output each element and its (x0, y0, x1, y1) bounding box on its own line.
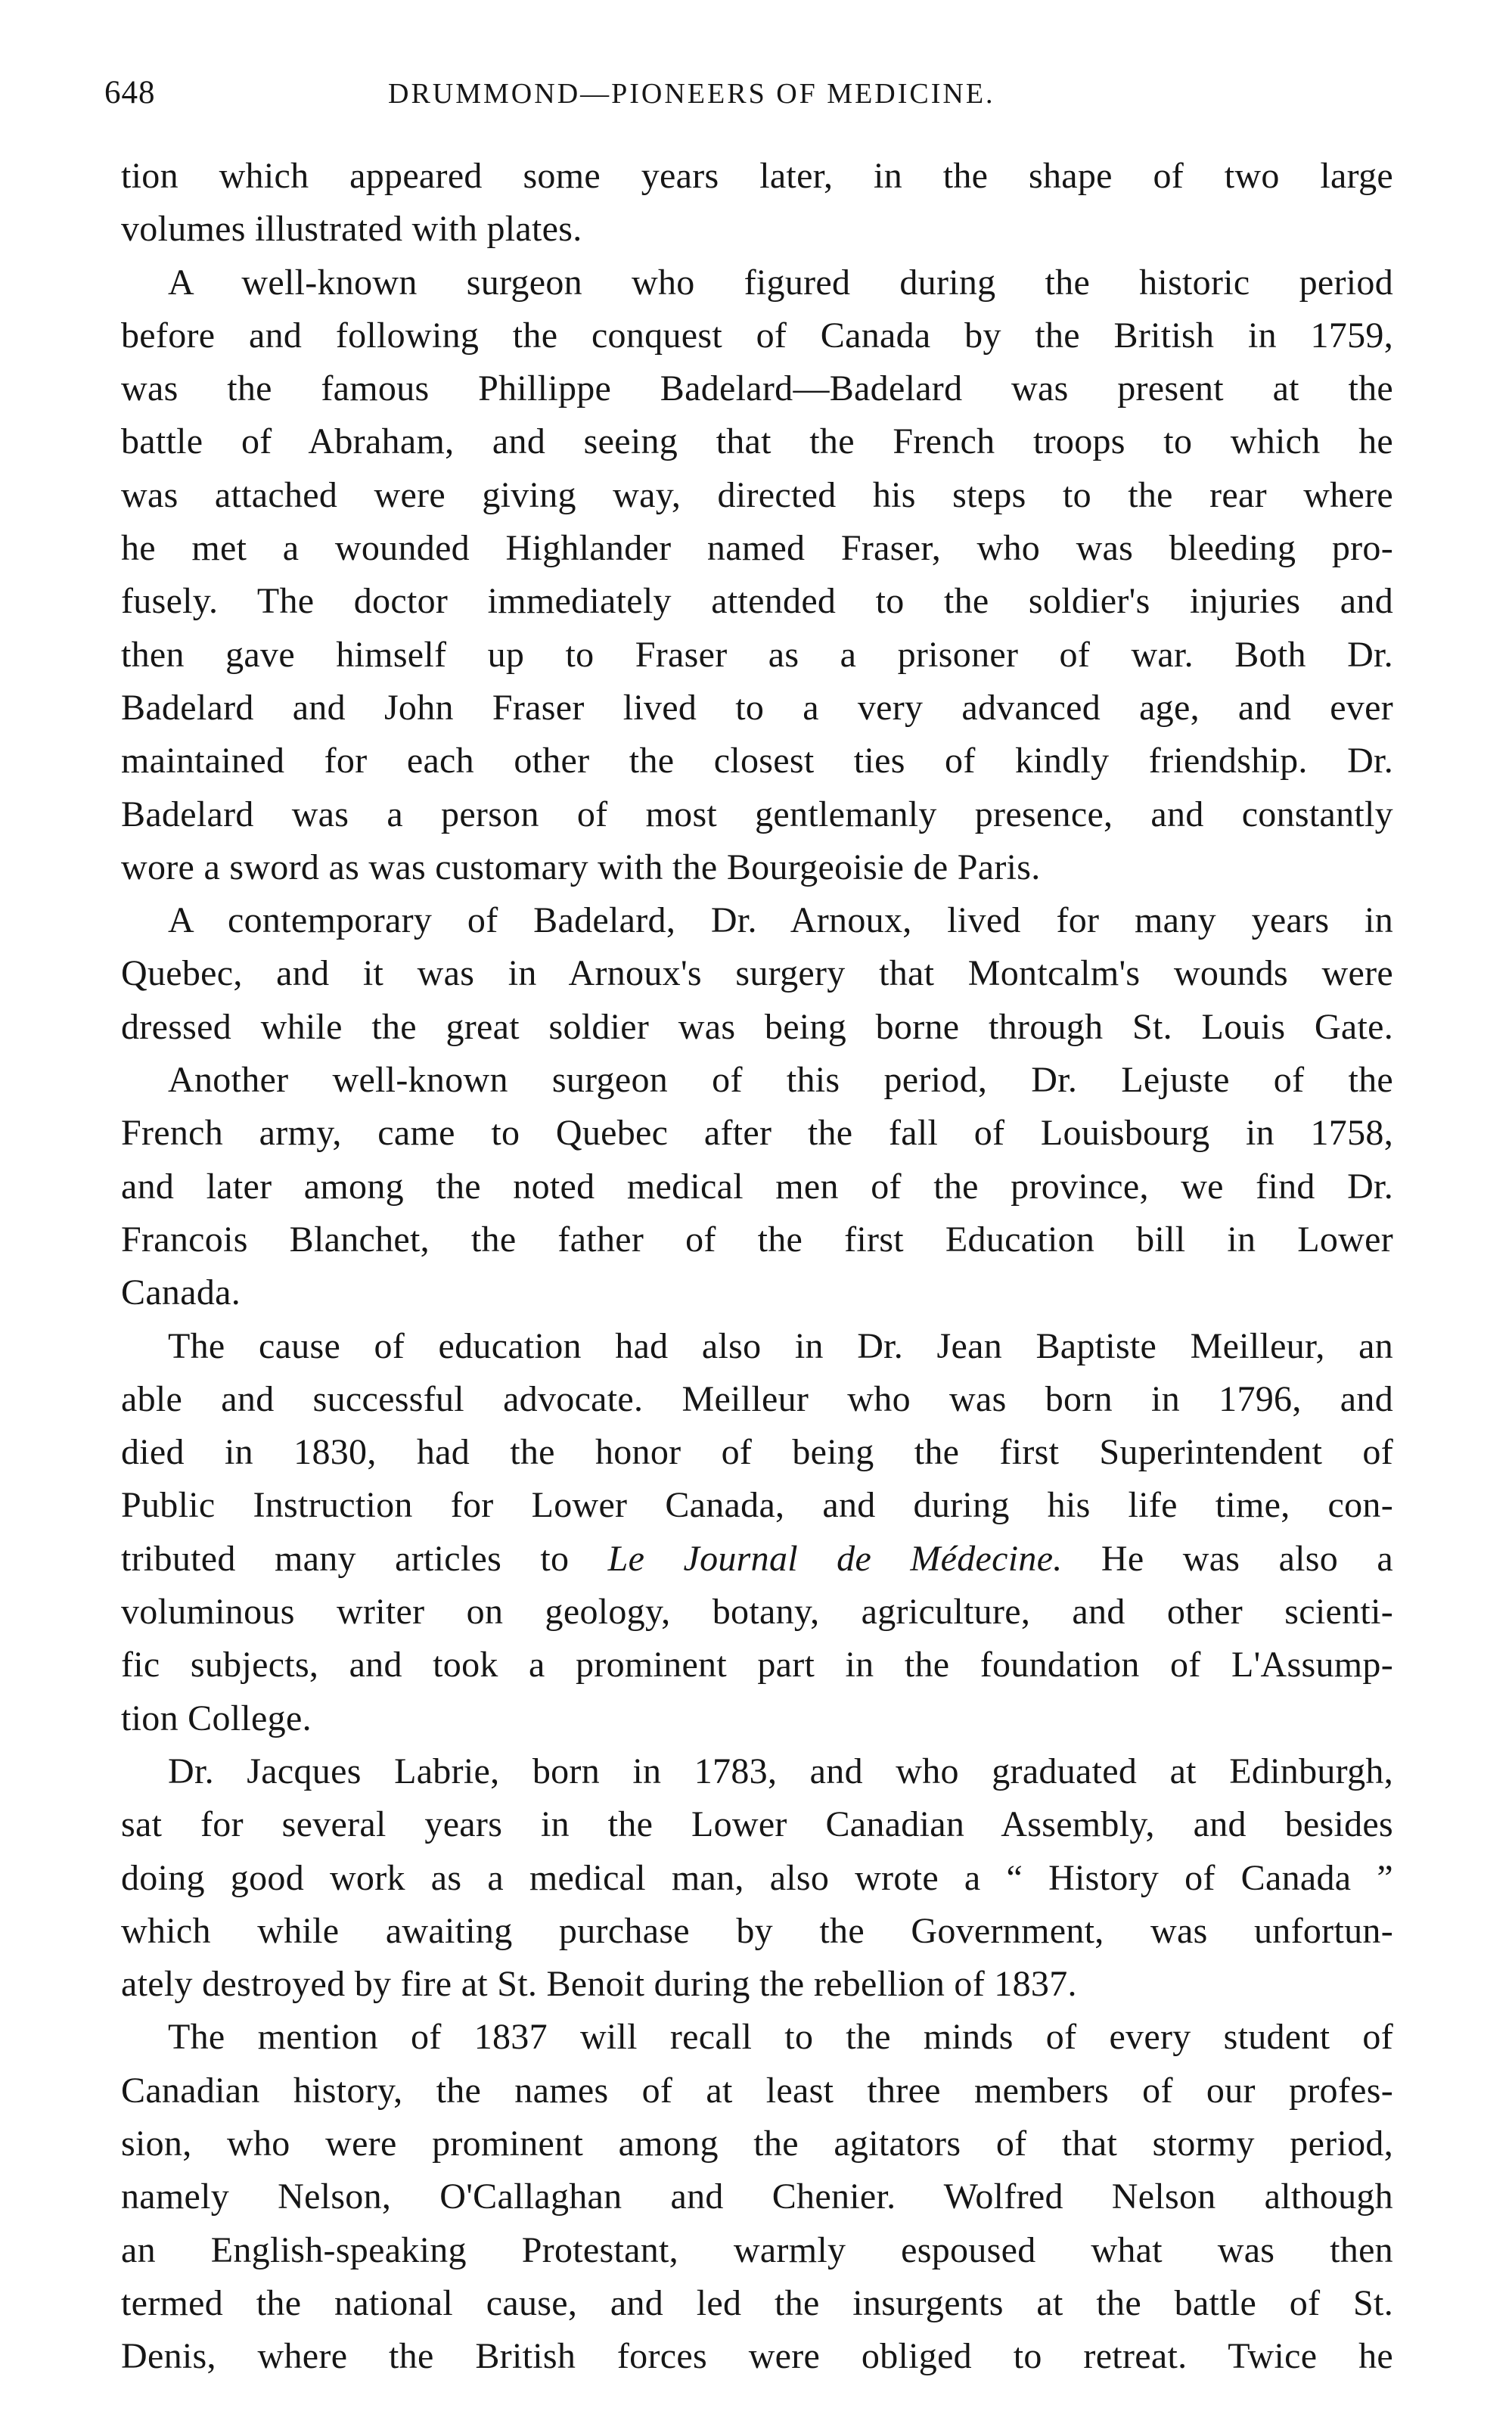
text-line: maintained for each other the closest ties of kindly friendship. Dr. (121, 741, 1393, 781)
text-line: tributed many articles to Le Journal de Médecine. He was also a (121, 1538, 1393, 1579)
text-line: Dr. Jacques Labrie, born in 1783, and who graduated at Edinburgh, (168, 1751, 1393, 1791)
text-line: which while awaiting purchase by the Government, was unfortun- (121, 1910, 1393, 1951)
text-line: Public Instruction for Lower Canada, and during his life time, con- (121, 1485, 1393, 1526)
text-line: Canada. (121, 1272, 241, 1313)
text-line: The mention of 1837 will recall to the minds of every student of (168, 2017, 1393, 2058)
italic-title: Le Journal de Médecine. (607, 1538, 1063, 1579)
text-block (121, 150, 1393, 2383)
page-header (104, 74, 1390, 120)
text-line: Another well-known surgeon of this period, Dr. Lejuste of the (168, 1060, 1393, 1101)
text-line: an English-speaking Protestant, warmly espoused what was then (121, 2229, 1393, 2270)
text-line: able and successful advocate. Meilleur who was born in 1796, and (121, 1378, 1393, 1419)
text-line: Canadian history, the names of at least three members of our profes- (121, 2070, 1393, 2111)
text-line: he met a wounded Highlander named Fraser, who was bleeding pro- (121, 528, 1393, 569)
text-line: A contemporary of Badelard, Dr. Arnoux, lived for many years in (168, 900, 1393, 941)
text-line: termed the national cause, and led the insurgents at the battle of St. (121, 2282, 1393, 2323)
text-line: then gave himself up to Fraser as a prisoner of war. Both Dr. (121, 634, 1393, 675)
text-line: battle of Abraham, and seeing that the French troops to which he (121, 421, 1393, 462)
text-line: and later among the noted medical men of the province, we find Dr. (121, 1166, 1393, 1207)
text-line: The cause of education had also in Dr. Jean Baptiste Meilleur, an (168, 1325, 1393, 1366)
text-line: doing good work as a medical man, also wrote a “ History of Canada ” (121, 1857, 1393, 1898)
text-line: French army, came to Quebec after the fall of Louisbourg in 1758, (121, 1113, 1393, 1154)
text-line: fic subjects, and took a prominent part in the foundation of L'Assump- (121, 1645, 1393, 1685)
text-line: wore a sword as was customary with the Bourgeoisie de Paris. (121, 847, 1041, 887)
text-line: before and following the conquest of Canada by the British in 1759, (121, 315, 1393, 356)
text-line: was attached were giving way, directed his steps to the rear where (121, 474, 1393, 515)
text-line: Badelard was a person of most gentlemanly presence, and constantly (121, 794, 1393, 834)
text-line: fusely. The doctor immediately attended to the soldier's injuries and (121, 581, 1393, 622)
text-line: Badelard and John Fraser lived to a very advanced age, and ever (121, 687, 1393, 728)
text-line: sion, who were prominent among the agitators of that stormy period, (121, 2123, 1393, 2164)
text-line: tion which appeared some years later, in the shape of two large (121, 156, 1393, 196)
text-line: volumes illustrated with plates. (121, 209, 582, 250)
text-line: Denis, where the British forces were obliged to retreat. Twice he (121, 2336, 1393, 2377)
text-line: A well-known surgeon who figured during the historic period (168, 262, 1393, 303)
page-number: 648 (104, 75, 156, 110)
text-line: was the famous Phillippe Badelard—Badelard was present at the (121, 368, 1393, 409)
text-line: Francois Blanchet, the father of the first Education bill in Lower (121, 1219, 1393, 1260)
running-head: DRUMMOND—PIONEERS OF MEDICINE. (388, 78, 995, 110)
text-line: tion College. (121, 1698, 312, 1738)
text-line: voluminous writer on geology, botany, agriculture, and other scienti- (121, 1592, 1393, 1633)
body-text (121, 150, 1393, 2383)
text-line: sat for several years in the Lower Canadian Assembly, and besides (121, 1804, 1393, 1845)
text-line: ately destroyed by fire at St. Benoit during the rebellion of 1837. (121, 1964, 1077, 2005)
text-line: dressed while the great soldier was being borne through St. Louis Gate. (121, 1006, 1393, 1047)
text-line: died in 1830, had the honor of being the first Superintendent of (121, 1432, 1393, 1473)
text-line: namely Nelson, O'Callaghan and Chenier. Wolfred Nelson although (121, 2176, 1393, 2217)
text-line: Quebec, and it was in Arnoux's surgery that Montcalm's wounds were (121, 953, 1393, 994)
